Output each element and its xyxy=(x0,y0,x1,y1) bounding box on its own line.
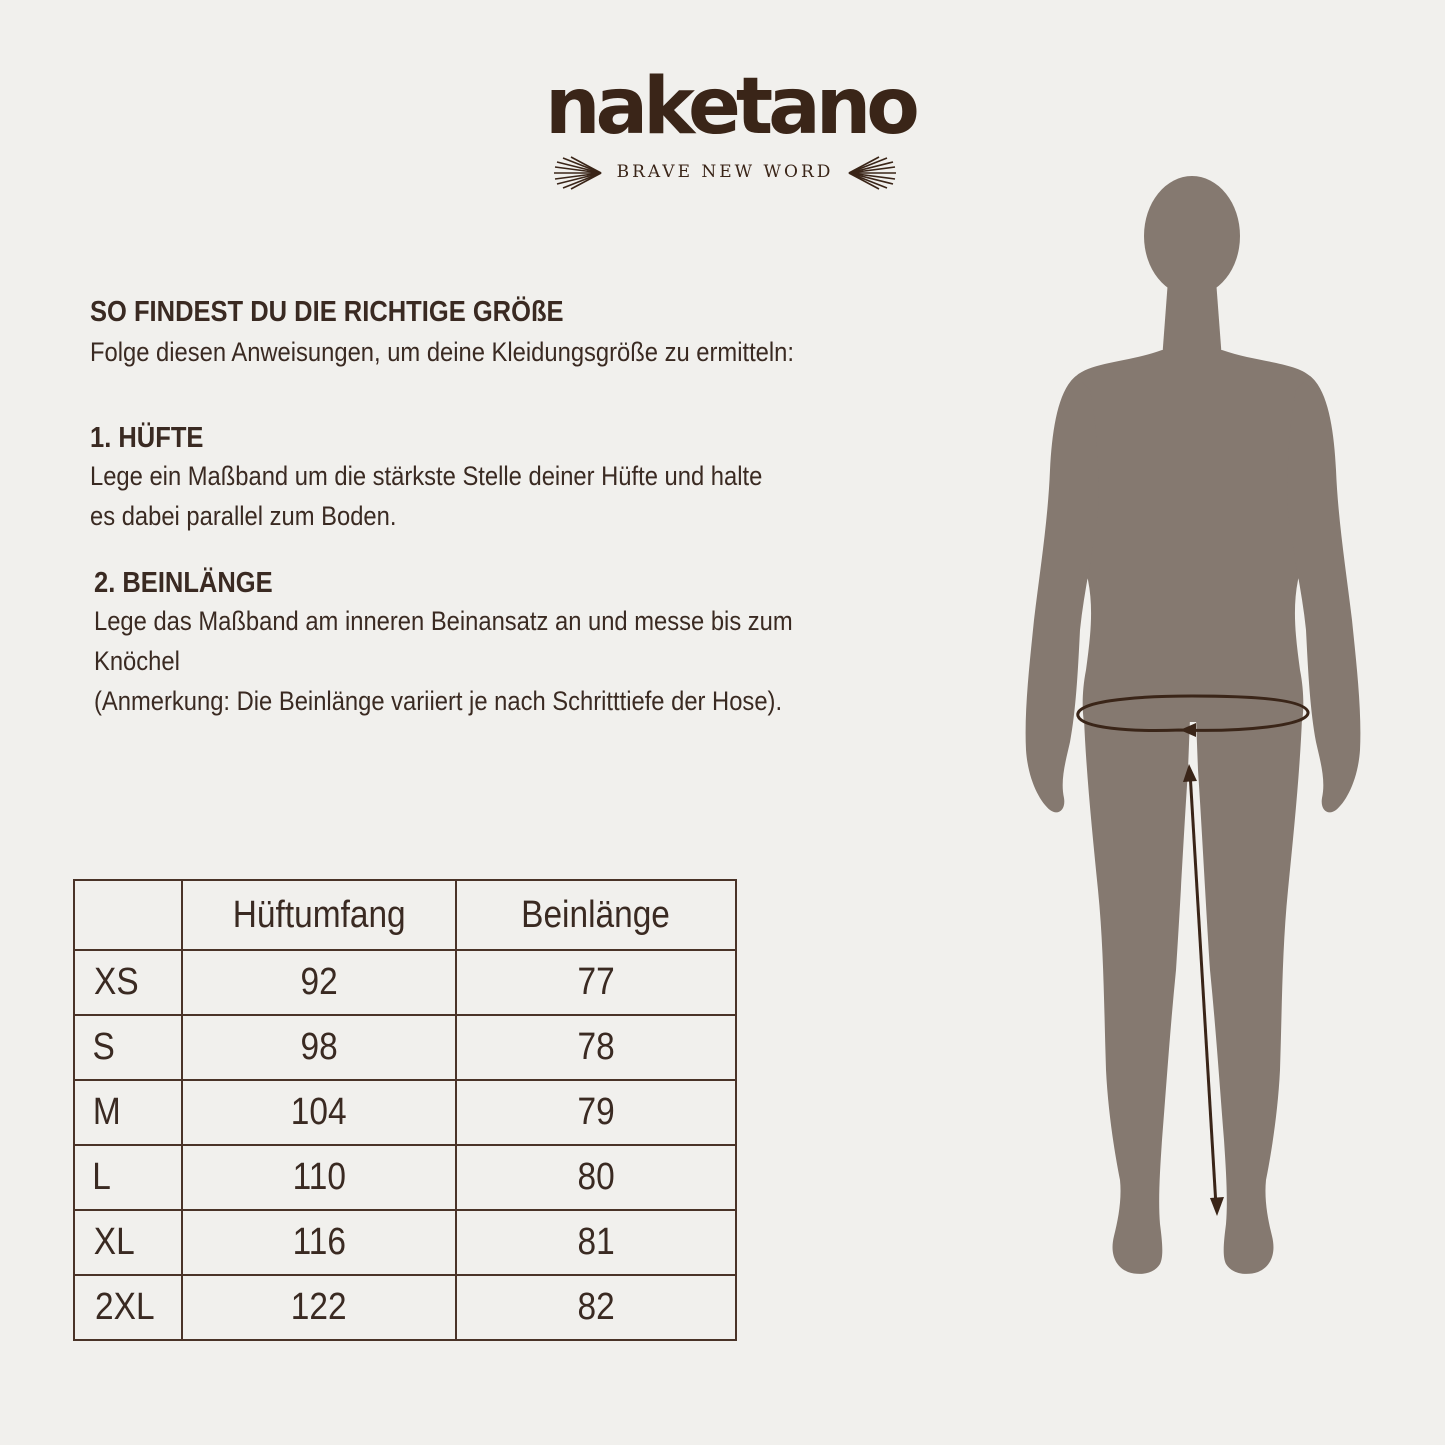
step-leg-line-1: Lege das Maßband am inneren Beinansatz an und messe bis zum xyxy=(94,606,793,636)
hip-value-cell: 122 xyxy=(182,1275,456,1340)
table-row xyxy=(74,1210,736,1275)
hip-value-cell: 98 xyxy=(182,1015,456,1080)
table-header-row xyxy=(74,880,736,950)
step-leg-title: 2. BEINLÄNGE xyxy=(94,567,273,599)
leg-value-cell: 80 xyxy=(456,1145,736,1210)
leg-value-cell: 81 xyxy=(456,1210,736,1275)
table-row xyxy=(74,1145,736,1210)
size-label-cell: XL xyxy=(74,1210,182,1275)
table-row xyxy=(74,1275,736,1340)
step-hip-title: 1. HÜFTE xyxy=(90,422,204,454)
step-hip xyxy=(90,420,950,536)
step-leg-line-2: Knöchel xyxy=(94,646,180,676)
step-hip-line-2: es dabei parallel zum Boden. xyxy=(90,501,397,531)
table-header-cell: Beinlänge xyxy=(456,880,736,950)
table-header-cell: Hüftumfang xyxy=(182,880,456,950)
intro-heading: SO FINDEST DU DIE RICHTIGE GRÖßE xyxy=(90,296,564,328)
fan-right-icon xyxy=(847,156,897,190)
step-leg xyxy=(94,565,954,721)
intro-section xyxy=(90,294,950,372)
size-label-cell: 2XL xyxy=(74,1275,182,1340)
table-row xyxy=(74,950,736,1015)
table-header-cell xyxy=(74,880,182,950)
size-label-cell: XS xyxy=(74,950,182,1015)
brand-tagline: BRAVE NEW WORD xyxy=(616,162,834,182)
brand-tagline-row xyxy=(545,156,905,192)
leg-value-cell: 77 xyxy=(456,950,736,1015)
table-row xyxy=(74,1080,736,1145)
hip-value-cell: 110 xyxy=(182,1145,456,1210)
size-table xyxy=(73,879,737,1341)
brand-name: naketano xyxy=(545,62,915,152)
hip-value-cell: 92 xyxy=(182,950,456,1015)
step-hip-line-1: Lege ein Maßband um die stärkste Stelle deiner Hüfte und halte xyxy=(90,461,763,491)
size-label-cell: L xyxy=(74,1145,182,1210)
size-label-cell: S xyxy=(74,1015,182,1080)
intro-text: Folge diesen Anweisungen, um deine Kleidungsgröße zu ermitteln: xyxy=(90,337,794,367)
body-silhouette-icon xyxy=(1010,170,1370,1290)
leg-value-cell: 78 xyxy=(456,1015,736,1080)
leg-value-cell: 82 xyxy=(456,1275,736,1340)
hip-value-cell: 116 xyxy=(182,1210,456,1275)
leg-value-cell: 79 xyxy=(456,1080,736,1145)
hip-value-cell: 104 xyxy=(182,1080,456,1145)
table-row xyxy=(74,1015,736,1080)
size-label-cell: M xyxy=(74,1080,182,1145)
step-leg-line-3: (Anmerkung: Die Beinlänge variiert je nach Schritttiefe der Hose). xyxy=(94,686,783,716)
